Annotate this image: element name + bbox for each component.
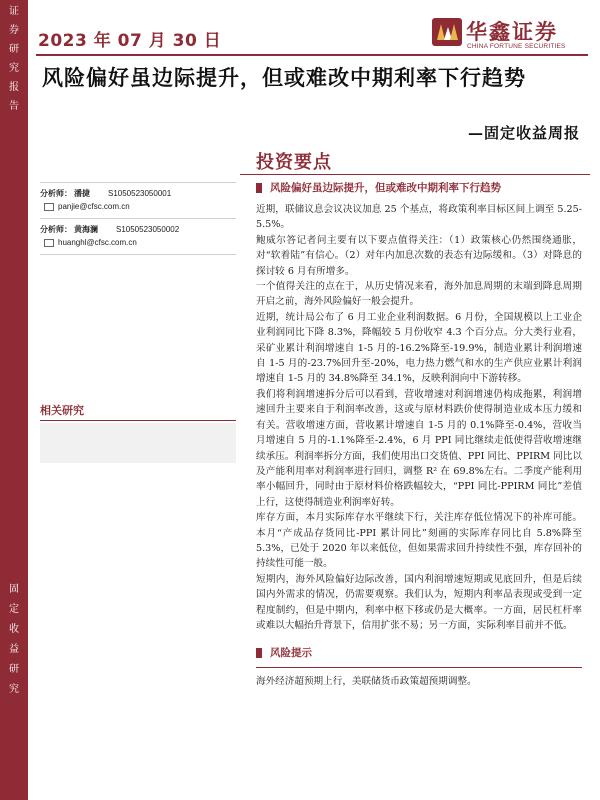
analyst-name: 潘捷 bbox=[74, 189, 90, 198]
analyst-entry bbox=[40, 187, 236, 213]
main-body bbox=[256, 180, 582, 690]
header-divider bbox=[36, 54, 588, 56]
report-type-vertical-label bbox=[0, 2, 28, 116]
risk-divider bbox=[256, 667, 582, 668]
vertical-char: 究 bbox=[9, 63, 19, 74]
vertical-char: 研 bbox=[9, 44, 19, 55]
risk-heading-text: 风险提示 bbox=[270, 647, 312, 660]
body-paragraph: 一个值得关注的点在于，从历史情况来看，海外加息周期的末端到降息周期开启之前，海外风险偏好一般会提升。 bbox=[256, 281, 582, 308]
company-logo bbox=[432, 16, 582, 50]
mail-icon bbox=[44, 239, 54, 247]
analyst-cert: S1050523050001 bbox=[108, 189, 172, 198]
heading-bullet-icon bbox=[256, 183, 262, 193]
report-date: 2023 年 07 月 30 日 bbox=[38, 31, 222, 51]
body-paragraph: 鲍威尔答记者问主要有以下要点值得关注：（1）政策核心仍然围绕通胀，对“软着陆”有信心。（2）对年内加息次数的表态有边际缓和。（3）对降息的探讨较 6 月有所增多。 bbox=[256, 234, 582, 277]
logo-mark-icon bbox=[432, 18, 462, 46]
analyst-divider bbox=[40, 254, 236, 255]
section-heading-key-points: 投资要点 bbox=[256, 152, 332, 173]
vertical-char: 益 bbox=[9, 644, 19, 655]
vertical-char: 研 bbox=[9, 664, 19, 675]
vertical-char: 究 bbox=[9, 684, 19, 695]
analyst-info bbox=[40, 180, 236, 259]
analyst-cert: S1050523050002 bbox=[116, 225, 180, 234]
analyst-email[interactable]: panjie@cfsc.com.cn bbox=[58, 202, 130, 211]
related-research-list bbox=[40, 423, 236, 463]
related-research-divider bbox=[40, 420, 236, 421]
report-subtitle: —固定收益周报 bbox=[467, 124, 580, 142]
vertical-char: 证 bbox=[9, 6, 19, 17]
section-divider bbox=[240, 174, 590, 175]
logo-english-name: CHINA FORTUNE SECURITIES bbox=[467, 43, 566, 50]
related-research-heading: 相关研究 bbox=[40, 404, 84, 417]
heading-bullet-icon bbox=[256, 648, 262, 658]
mail-icon bbox=[44, 203, 54, 211]
analyst-email[interactable]: huanghl@cfsc.com.cn bbox=[58, 238, 137, 247]
vertical-char: 报 bbox=[9, 82, 19, 93]
risk-text: 海外经济超预期上行，美联储货币政策超预期调整。 bbox=[256, 676, 477, 688]
analyst-divider bbox=[40, 182, 236, 183]
analyst-divider bbox=[40, 218, 236, 219]
analyst-label: 分析师： bbox=[40, 189, 72, 198]
body-paragraph: 短期内，海外风险偏好边际改善，国内利润增速短期或见底回升，但是后续国内外需求的情况，仍需要观察。我们认为，短期内利率品表现或受到一定程度制约，但是中期内，利率中枢下移或仍是大概率。一方面，居民杠杆率或难以大幅抬升背景下，信用扩张不易；另一方面，实际利率目前并不低。 bbox=[256, 573, 582, 631]
main-heading-text: 风险偏好虽边际提升，但或难改中期利率下行趋势 bbox=[270, 182, 501, 194]
body-paragraph: 近期，联储议息会议决议加息 25 个基点，将政策利率目标区间上调至 5.25-5.5%。 bbox=[256, 204, 582, 231]
vertical-char: 告 bbox=[9, 101, 19, 112]
vertical-char: 定 bbox=[9, 604, 19, 615]
vertical-char: 固 bbox=[9, 584, 19, 595]
logo-chinese-name: 华鑫证券 bbox=[466, 20, 558, 44]
body-paragraph: 我们将利润增速拆分后可以看到，营收增速对利润增速仍构成拖累，利润增速回升主要来自于利润率改善，这或与原材料跌价使得制造业成本压力缓和有关。营收增速方面，营收累计增速自 1-5 月的 0.1%降至-0.4%，营收当月增速自 5 月的-1.1%降至-2.4%，6 月 PPI 同比继续走低使得营收增速继续承压。利润率拆分方面，我们使用出口交货值、PPI 同比、PPIRM 同比以及产能利用率对利润率进行回归，调整 R² 在 69.8%左右。二季度产能利用率小幅回升，同时由于原材料价格跌幅较大，“PPI 同比-PPIRM 同比”差值上行，这使得制造业利润率好转。 bbox=[256, 388, 582, 508]
analyst-label: 分析师： bbox=[40, 225, 72, 234]
analyst-name: 黄海澜 bbox=[74, 225, 98, 234]
analyst-entry bbox=[40, 223, 236, 249]
body-paragraph: 近期，统计局公布了 6 月工业企业利润数据。6 月份，全国规模以上工业企业利润同比下降 8.3%，降幅较 5 月份收窄 4.3 个百分点。分大类行业看，采矿业累计利润增速自 1-5 月的-16.2%降至-19.9%，制造业累计利润增速自 1-5 月的-23.7%回升至-20%，电力热力燃气和水的生产供应业累计利润增速自 1-5 月的 34.8%降至 34.1%，反映利润向中下游转移。 bbox=[256, 311, 582, 385]
vertical-char: 收 bbox=[9, 624, 19, 635]
risk-heading bbox=[256, 645, 582, 661]
body-paragraph: 库存方面，本月实际库存水平继续下行，关注库存低位情况下的补库可能。本月“产成品存货同比-PPI 累计同比”刻画的实际库存同比自 5.8%降至 5.3%，已处于 2020 年以来低位，但如果需求回升持续性不强，库存回补的持续性可能一般。 bbox=[256, 512, 582, 570]
research-area-vertical-label bbox=[0, 580, 28, 700]
vertical-char: 券 bbox=[9, 25, 19, 36]
main-heading bbox=[256, 180, 582, 196]
report-title: 风险偏好虽边际提升，但或难改中期利率下行趋势 bbox=[42, 65, 526, 90]
